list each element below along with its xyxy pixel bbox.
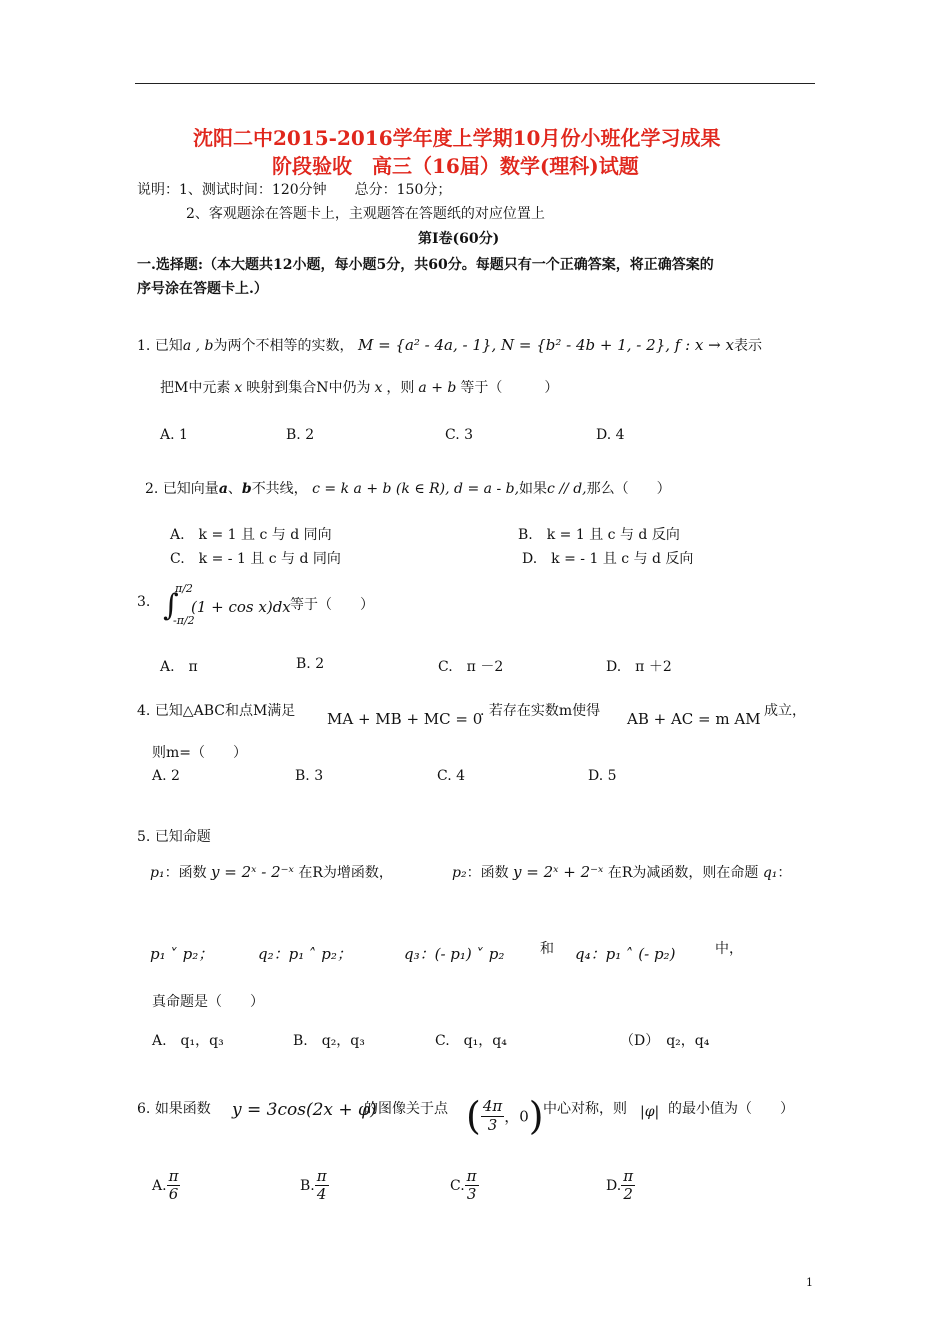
q6-option-d: D. $\frac{\pi}{2}$: [606, 1167, 634, 1204]
q5-text-6: 真命题是（ ）: [152, 994, 264, 1010]
q1-number: 1.: [137, 338, 151, 354]
q4-line-1: [137, 700, 295, 720]
right-paren-icon: ): [528, 1094, 544, 1138]
q6-point-rest: ，0: [504, 1107, 529, 1126]
q5-colon: ：: [777, 865, 792, 881]
q4-option-d: D. 5: [588, 768, 617, 784]
q1-text-7: 等于（ ）: [460, 380, 559, 396]
q3-number: 3.: [137, 594, 151, 610]
q6-point-frac: [481, 1098, 504, 1134]
q5-expr-2: q₂：p₁ ˄ p₂；: [258, 945, 352, 963]
q3-option-d: D. π ＋2: [606, 659, 672, 675]
q1-text-1: 已知: [154, 338, 183, 354]
q1-x1: x: [234, 380, 243, 396]
q2-text-2: 、: [227, 481, 242, 497]
q3-option-c: C. π －2: [438, 659, 504, 675]
q2-option-d: D. k = - 1 且 c 与 d 反向: [522, 551, 694, 567]
q6-point: [466, 1094, 544, 1138]
q6-option-b-frac: $\frac{\pi}{4}$: [316, 1167, 327, 1204]
left-paren-icon: (: [466, 1094, 481, 1138]
q1-option-b: B. 2: [286, 427, 315, 443]
q6-option-d-frac: $\frac{\pi}{2}$: [623, 1167, 634, 1204]
q1-set-N: , N = {b² - 4b + 1, - 2}: [491, 336, 666, 354]
q5-option-d: （D） q₂，q₄: [620, 1033, 710, 1049]
q2-line-1: [145, 478, 671, 498]
q5-intro: [137, 826, 211, 846]
q1-text-4: 把M中元素: [160, 380, 231, 396]
q2-parallel: c // d,: [547, 481, 587, 497]
q1-text-6: ，则: [386, 380, 415, 396]
integral-sign-icon: ∫: [163, 588, 179, 623]
page-number: 1: [806, 1276, 813, 1289]
q5-option-b: B. q₂，q₃: [293, 1033, 365, 1049]
q6-number: 6.: [137, 1101, 151, 1117]
q6-function: y = 3cos(2x + φ): [232, 1100, 377, 1120]
q5-option-c: C. q₁，q₄: [435, 1033, 507, 1049]
q1-line-2: [160, 377, 558, 397]
volume-heading: 第Ⅰ卷(60分): [418, 231, 500, 247]
q5-expr-3: q₃：(- p₁) ˅ p₂: [404, 945, 505, 963]
q2-option-b: B. k = 1 且 c 与 d 反向: [518, 527, 680, 543]
q4-number: 4.: [137, 703, 151, 719]
q6-text-2: 的图像关于点: [364, 1101, 448, 1117]
q6-option-b: B. $\frac{\pi}{4}$: [300, 1167, 327, 1204]
q5-text-3: 在R为增函数，: [298, 865, 393, 881]
note-2: 2、客观题涂在答题卡上，主观题答在答题纸的对应位置上: [186, 206, 545, 222]
q3-upper-limit: π/2: [175, 582, 193, 595]
q1-text-2: 为两个不相等的实数，: [213, 338, 354, 354]
q5-func-1: y = 2ˣ - 2⁻ˣ: [211, 863, 294, 881]
q3-text-1: 等于（ ）: [290, 597, 374, 613]
q6-option-a-frac: $\frac{\pi}{6}$: [168, 1167, 179, 1204]
q6-option-c: C. $\frac{\pi}{3}$: [450, 1167, 477, 1204]
q6-text-3: 中心对称，则: [543, 1101, 627, 1117]
q2-expression: c = k a + b (k ∈ R), d = a - b,: [312, 481, 520, 497]
q1-text-5: 映射到集合N中仍为: [246, 380, 371, 396]
q5-text-1: 已知命题: [154, 829, 211, 845]
q1-ab: a , b: [182, 338, 214, 354]
q2-text-1: 已知向量: [162, 481, 219, 497]
q5-text-5: 在R为减函数，则在命题: [607, 865, 759, 881]
q3-option-b: B. 2: [296, 656, 325, 672]
q6-point-num: 4π: [482, 1097, 503, 1116]
q6-option-a: A. $\frac{\pi}{6}$: [152, 1167, 179, 1204]
top-rule: [135, 83, 815, 84]
q6-abs-phi: |φ|: [640, 1104, 660, 1120]
q1-mapping: , f : x → x: [665, 336, 734, 354]
q5-q1: q₁: [762, 865, 778, 881]
title-line-2: 阶段验收 高三（16届）数学(理科)试题: [272, 154, 639, 178]
q6-text-4: 的最小值为（ ）: [668, 1101, 794, 1117]
q5-zhong: 中，: [715, 941, 743, 957]
q3-option-a: A. π: [160, 659, 198, 675]
q5-text-4: ：函数: [466, 865, 509, 881]
q5-line-2: [150, 862, 393, 882]
q5-p1: p₁: [150, 865, 165, 881]
q4-equation-2: AB + AC = m AM: [627, 710, 761, 728]
q5-expr-1: p₁ ˅ p₂；: [150, 945, 214, 963]
q2-text-3: 不共线，: [251, 481, 308, 497]
q2-text-4: 如果: [519, 481, 548, 497]
q4-text-2: . 若存在实数m使得: [480, 703, 601, 719]
q1-option-c: C. 3: [445, 427, 474, 443]
q2-number: 2.: [145, 481, 159, 497]
q3-lower-limit: -π/2: [173, 614, 195, 627]
q1-option-a: A. 1: [160, 427, 188, 443]
q5-text-2: ：函数: [164, 865, 207, 881]
q1-option-d: D. 4: [596, 427, 625, 443]
q1-x2: x: [374, 380, 383, 396]
q1-line-1: [137, 335, 762, 355]
q2-vector-b: b: [241, 481, 252, 497]
q5-p2: p₂: [452, 865, 467, 881]
q1-set-M: M = {a² - 4a, - 1}: [357, 336, 492, 354]
section-heading-2: 序号涂在答题卡上.）: [137, 281, 268, 297]
title-line-1: 沈阳二中2015-2016学年度上学期10月份小班化学习成果: [193, 126, 721, 150]
q4-text-4: 则m=（ ）: [152, 745, 248, 761]
q5-and: 和: [540, 941, 554, 957]
q4-option-b: B. 3: [295, 768, 324, 784]
q5-option-a: A. q₁，q₃: [152, 1033, 224, 1049]
q5-number: 5.: [137, 829, 151, 845]
q6-point-den: 3: [487, 1115, 498, 1134]
q6-option-c-frac: $\frac{\pi}{3}$: [466, 1167, 477, 1204]
q2-option-a: A. k = 1 且 c 与 d 同向: [170, 527, 332, 543]
q3-integrand: (1 + cos x)dx: [191, 598, 291, 616]
q2-text-5: 那么（ ）: [586, 481, 671, 497]
q2-option-c: C. k = - 1 且 c 与 d 同向: [170, 551, 341, 567]
q4-option-a: A. 2: [152, 768, 180, 784]
q2-vector-a: a: [218, 481, 228, 497]
q1-a-plus-b: a + b: [418, 380, 457, 396]
q5-line-2b: [452, 862, 791, 882]
q1-text-3: 表示: [733, 338, 762, 354]
q4-equation-1: MA + MB + MC = 0: [327, 710, 483, 728]
q4-option-c: C. 4: [437, 768, 466, 784]
q4-text-1: 已知△ABC和点M满足: [154, 703, 296, 719]
q6-line-1: [137, 1098, 211, 1118]
note-1: 说明：1、测试时间：120分钟 总分：150分；: [137, 182, 452, 198]
section-heading-1: 一.选择题:（本大题共12小题，每小题5分，共60分。每题只有一个正确答案，将正确答案的: [137, 257, 714, 273]
q4-text-3: 成立，: [764, 703, 806, 719]
q5-expr-4: q₄：p₁ ˄ (- p₂): [575, 945, 676, 963]
q5-func-2: y = 2ˣ + 2⁻ˣ: [513, 863, 604, 881]
q6-text-1: 如果函数: [154, 1101, 211, 1117]
